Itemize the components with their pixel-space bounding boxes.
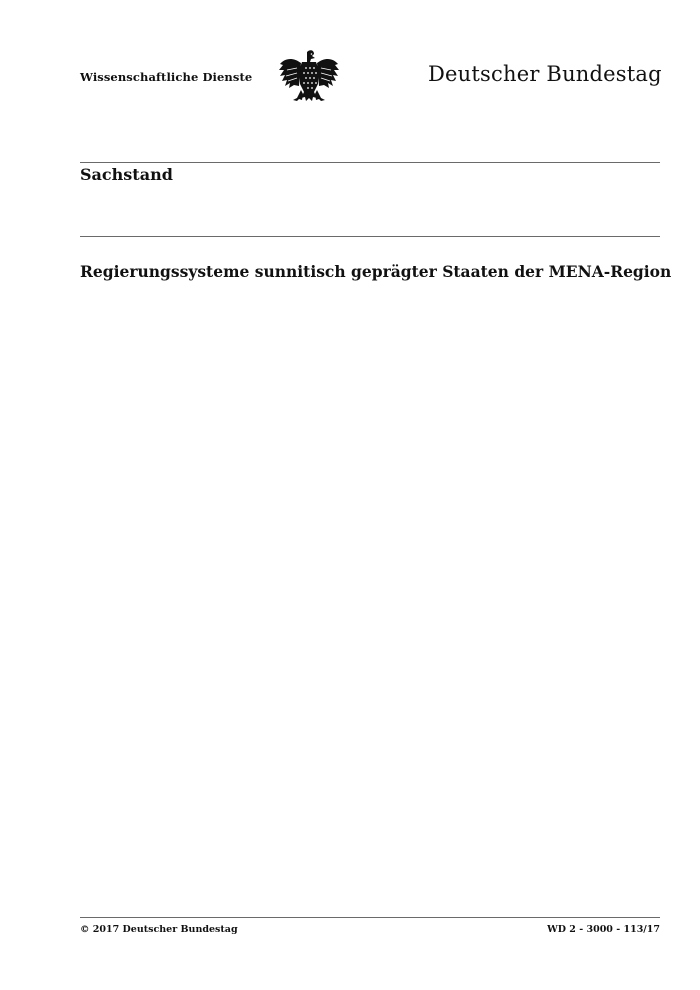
footer-reference: WD 2 - 3000 - 113/17 — [547, 924, 660, 935]
divider-footer — [80, 917, 660, 918]
document-type: Sachstand — [80, 165, 173, 184]
divider-top — [80, 162, 660, 163]
document-title: Regierungssysteme sunnitisch geprägter Staaten der MENA-Region — [80, 262, 672, 281]
federal-eagle-icon — [277, 48, 341, 106]
institution-name: Deutscher Bundestag — [428, 62, 662, 86]
footer-copyright: © 2017 Deutscher Bundestag — [80, 924, 238, 935]
department-name: Wissenschaftliche Dienste — [80, 70, 253, 84]
divider-middle — [80, 236, 660, 237]
